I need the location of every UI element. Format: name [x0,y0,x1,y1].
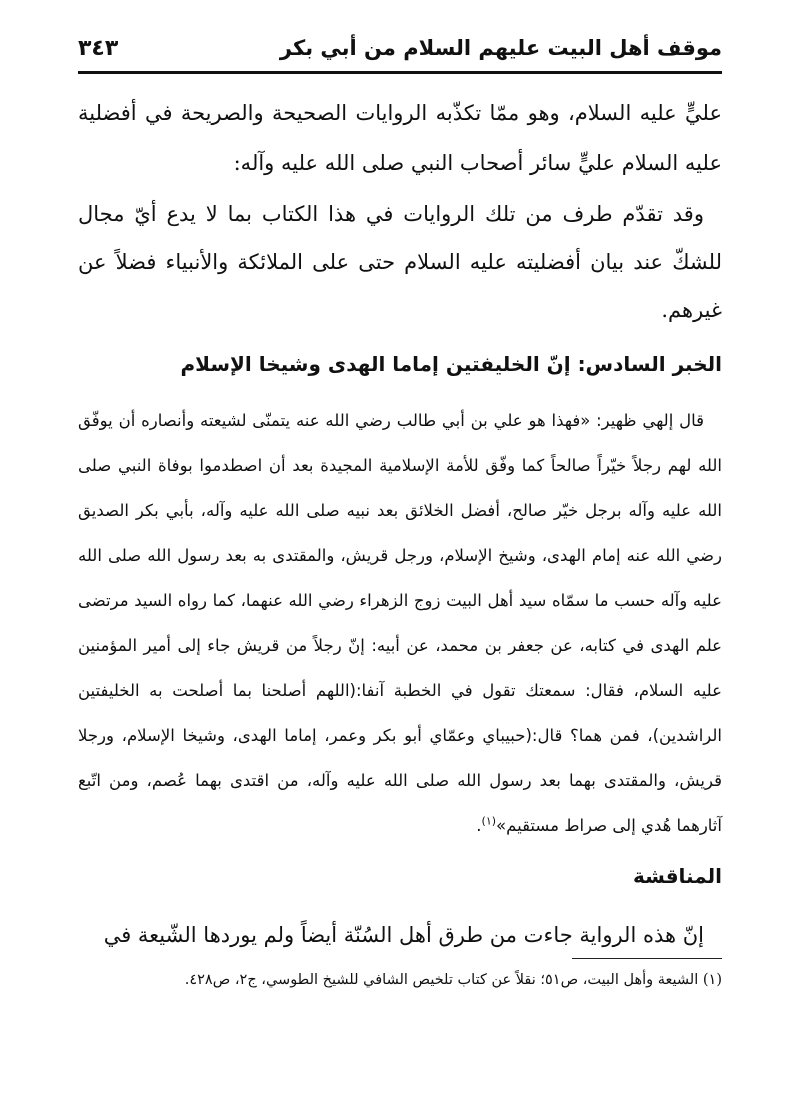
section-heading [78,344,722,384]
header-rule [78,71,722,74]
discussion-heading: المناقشة [632,864,722,888]
footnote: (١) الشيعة وأهل البيت، ص٥١؛ نقلاً عن كتاب تلخيص الشافي للشيخ الطوسي، ج٢، ص٤٢٨. [184,972,722,988]
paragraph-2: وقد تقدّم طرف من تلك الروايات في هذا الكتاب بما لا يدع أيّ مجال للشكّ عند بيان أفضليته عليه السلام حتى على الملائكة والأنبياء فضلاً عن غيرهم. [78,202,722,322]
footnote-separator [572,958,722,959]
section-title: إنّ الخليفتين إماما الهدى وشيخا الإسلام [180,352,571,376]
page-header [78,30,722,74]
running-title: موقف أهل البيت عليهم السلام من أبي بكر [279,36,722,60]
paragraph-3: إنّ هذه الرواية جاءت من طرق أهل السُنّة أيضاً ولم يوردها الشّيعة في [103,923,704,947]
paragraph-1: عليٍّ عليه السلام، وهو ممّا تكذّبه الروايات الصحيحة والصريحة في أفضلية عليه السلام عليٍّ سائر أصحاب النبي صلى الله عليه وآله: [78,101,722,175]
page-number: ٣٤٣ [78,36,119,61]
section-label: الخبر السادس: [577,352,722,376]
page-body [78,82,722,960]
footnote-reference[interactable]: (١) [481,814,497,828]
quoted-passage: قال إلهي ظهير: «فهذا هو علي بن أبي طالب رضي الله عنه يتمنّى لشيعته وأنصاره أن يوفّق الله لهم رجلاً خيّراً صالحاً كما وفّق للأمة الإسلامية المجيدة بعد أن اصطدموا بوفاة النبي صلى الله عليه وآله برجل خيّر صالح، أفضل الخلائق بعد نبيه صلى الله عليه وآله، بأبي بكر الصديق رضي الله عنه إمام الهدى، وشيخ الإسلام، ورجل قريش، والمقتدى به بعد رسول الله صلى الله عليه وآله حسب ما سمّاه سيد أهل البيت زوج الزهراء رضي الله عنهما، كما رواه السيد مرتضى علم الهدى في كتابه، عن جعفر بن محمد، عن أبيه: إنّ رجلاً من قريش جاء إلى أمير المؤمنين عليه السلام، فقال: سمعتك تقول في الخطبة آنفا:(اللهم أصلحنا بما أصلحت به الخليفتين الراشدين)، فمن هما؟ قال:(حبيباي وعمّاي أبو بكر وعمر، إماما الهدى، وشيخا الإسلام، ورجلا قريش، والمقتدى بهما بعد رسول الله صلى الله عليه وآله، من اقتدى بهما عُصم، ومن اتّبع آثارهما هُدي إلى صراط مستقيم»$^{(١)}$. [78,411,722,835]
quote-text: قال إلهي ظهير: «فهذا هو علي بن أبي طالب رضي الله عنه يتمنّى لشيعته وأنصاره أن يوفّق الله لهم رجلاً خيّراً صالحاً كما وفّق للأمة الإسلامية المجيدة بعد أن اصطدموا بوفاة النبي صلى الله عليه وآله برجل خيّر صالح، أفضل الخلائق بعد نبيه صلى الله عليه وآله، بأبي بكر الصديق رضي الله عنه إمام الهدى، وشيخ الإسلام، ورجل قريش، والمقتدى به بعد رسول الله صلى الله عليه وآله حسب ما سمّاه سيد أهل البيت زوج الزهراء رضي الله عنهما، كما رواه السيد مرتضى علم الهدى في كتابه، عن جعفر بن محمد، عن أبيه: إنّ رجلاً من قريش جاء إلى أمير المؤمنين عليه السلام، فقال: سمعتك تقول في الخطبة آنفا:(اللهم أصلحنا بما أصلحت به الخليفتين الراشدين)، فمن هما؟ قال:(حبيباي وعمّاي أبو بكر وعمر، إماما الهدى، وشيخا الإسلام، ورجلا قريش، والمقتدى بهما بعد رسول الله صلى الله عليه وآله، من اقتدى بهما عُصم، ومن اتّبع آثارهما هُدي إلى صراط مستقيم» [78,411,722,835]
